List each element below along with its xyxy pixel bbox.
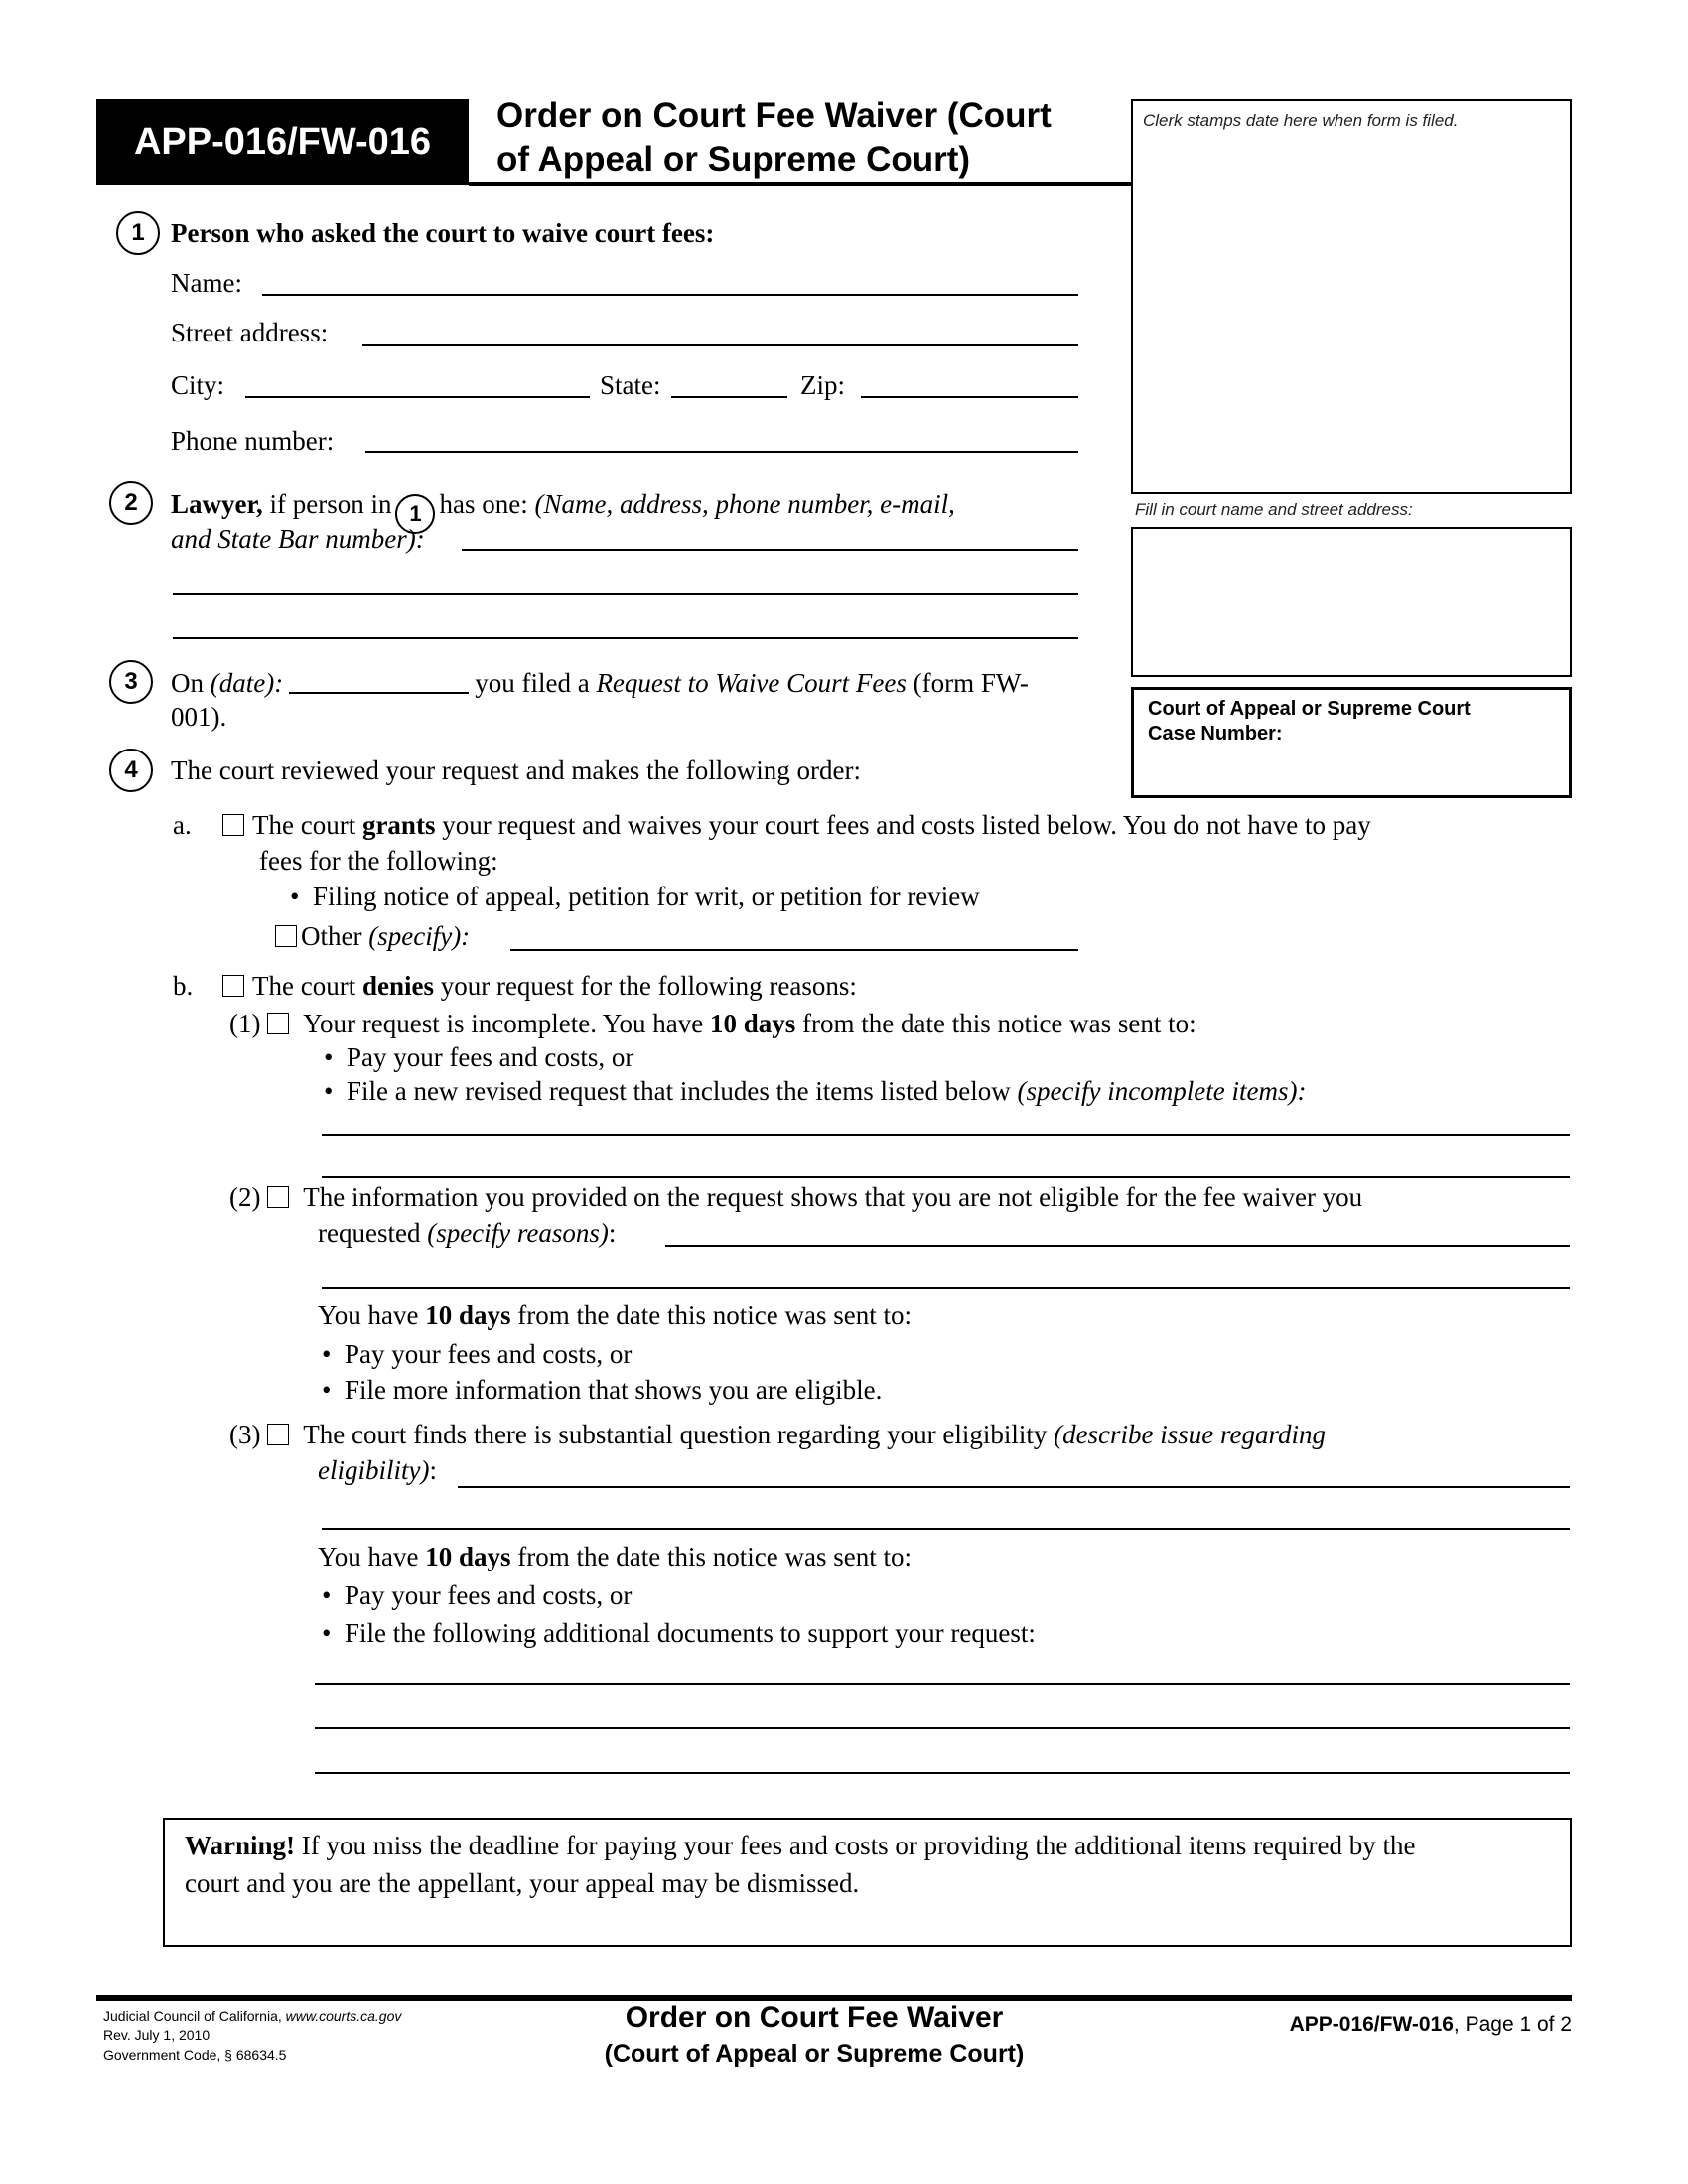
name-label: Name: — [171, 268, 242, 298]
zip-field[interactable] — [861, 396, 1078, 398]
court-name-box[interactable] — [1131, 527, 1572, 677]
case-number-label-2: Case Number: — [1148, 723, 1283, 745]
reason-2-deadline: You have 10 days from the date this notice was sent to: — [318, 1300, 912, 1330]
footer-revision: Rev. July 1, 2010 — [103, 2027, 211, 2043]
reasons-field-line1[interactable] — [665, 1245, 1570, 1247]
state-label: State: — [600, 370, 661, 400]
reason-3-line2: eligibility): — [318, 1455, 437, 1485]
reason-2-bullet-2: • File more information that shows you are eligible. — [322, 1375, 883, 1405]
street-address-field[interactable] — [362, 344, 1078, 346]
case-number-box[interactable] — [1131, 687, 1572, 798]
grant-bullet: • Filing notice of appeal, petition for writ, or petition for review — [290, 882, 980, 911]
incomplete-items-line2[interactable] — [322, 1176, 1570, 1178]
grants-checkbox[interactable] — [222, 814, 244, 836]
lawyer-label-line2: and State Bar number): — [171, 524, 425, 554]
name-field[interactable] — [262, 294, 1078, 296]
item-number-2: 2 — [109, 481, 153, 525]
reason-1-checkbox[interactable] — [267, 1013, 289, 1034]
item-number-3: 3 — [109, 660, 153, 704]
reason-2-line2: requested (specify reasons): — [318, 1218, 617, 1248]
footer-title: Order on Court Fee Waiver — [625, 2001, 1004, 2034]
eligibility-field-line2[interactable] — [322, 1528, 1570, 1530]
order-intro: The court reviewed your request and makes the following order: — [171, 755, 862, 785]
reason-3-deadline: You have 10 days from the date this notice was sent to: — [318, 1542, 912, 1571]
filed-date-text-line2: FW-001). — [171, 668, 1029, 732]
incomplete-items-line1[interactable] — [322, 1134, 1570, 1136]
option-a-grants: The court grants your request and waives your court fees and costs listed below. You do not have to pay — [222, 808, 1371, 842]
reason-2-checkbox[interactable] — [267, 1186, 289, 1208]
city-label: City: — [171, 370, 225, 400]
footer-publisher: Judicial Council of California, www.courts.ca.gov — [103, 2008, 402, 2024]
item-number-1: 1 — [116, 211, 160, 255]
lawyer-field-line2[interactable] — [173, 593, 1078, 595]
clerk-stamp-box[interactable] — [1131, 99, 1572, 494]
city-field[interactable] — [245, 396, 590, 398]
case-number-label-1: Court of Appeal or Supreme Court — [1148, 698, 1471, 720]
lawyer-field-line1[interactable] — [462, 549, 1078, 551]
warning-box — [163, 1818, 1572, 1947]
reason-2-bullet-1: • Pay your fees and costs, or — [322, 1339, 633, 1369]
eligibility-field-line1[interactable] — [458, 1486, 1570, 1488]
option-b-letter: b. — [173, 971, 194, 1001]
reason-3-checkbox[interactable] — [267, 1424, 289, 1445]
footer-page-info: APP-016/FW-016, Page 1 of 2 — [1289, 2013, 1572, 2036]
clerk-stamp-label: Clerk stamps date here when form is filed. — [1143, 111, 1459, 130]
reason-2: (2) The information you provided on the request shows that you are not eligible for the fee waiver you — [229, 1182, 1363, 1212]
denies-checkbox[interactable] — [222, 975, 244, 997]
form-title-line1: Order on Court Fee Waiver (Court — [496, 96, 1052, 135]
reason-1-bullet-1: • Pay your fees and costs, or — [324, 1042, 634, 1072]
item-number-4: 4 — [109, 749, 153, 792]
option-a-letter: a. — [173, 810, 192, 840]
court-name-label: Fill in court name and street address: — [1135, 500, 1413, 519]
item-reference-1: 1 — [395, 494, 435, 534]
footer-subtitle: (Court of Appeal or Supreme Court) — [604, 2040, 1025, 2068]
reason-3-bullet-1: • Pay your fees and costs, or — [322, 1580, 633, 1610]
reason-1-bullet-2: • File a new revised request that includes the items listed below (specify incomplete items): — [324, 1076, 1307, 1106]
warning-text-line2: court and you are the appellant, your appeal may be dismissed. — [185, 1868, 860, 1898]
documents-field-line3[interactable] — [315, 1772, 1570, 1774]
zip-label: Zip: — [800, 370, 845, 400]
other-specify-field[interactable] — [510, 949, 1078, 951]
phone-label: Phone number: — [171, 426, 335, 456]
street-label: Street address: — [171, 318, 329, 347]
lawyer-label: Lawyer, if person in 1 has one: (Name, address, phone number, e-mail, — [171, 487, 955, 534]
filed-date-text: On (date): you filed a Request to Waive Court Fees (form FW-001). — [171, 668, 1029, 732]
state-field[interactable] — [671, 396, 787, 398]
reason-3: (3) The court finds there is substantial question regarding your eligibility (describe issue regarding — [229, 1420, 1327, 1449]
filed-date-field[interactable] — [289, 668, 469, 694]
documents-field-line1[interactable] — [315, 1683, 1570, 1685]
reason-3-bullet-2: • File the following additional documents to support your request: — [322, 1618, 1036, 1648]
title-rule — [469, 182, 1131, 186]
option-a-line2: fees for the following: — [259, 846, 498, 876]
section1-heading: Person who asked the court to waive court fees: — [171, 218, 715, 248]
reason-1: (1) Your request is incomplete. You have 10 days from the date this notice was sent to: — [229, 1009, 1196, 1038]
phone-field[interactable] — [365, 451, 1078, 453]
documents-field-line2[interactable] — [315, 1727, 1570, 1729]
form-title-line2: of Appeal or Supreme Court) — [496, 140, 971, 179]
reasons-field-line2[interactable] — [322, 1287, 1570, 1289]
other-option: Other (specify): — [275, 919, 470, 953]
lawyer-field-line3[interactable] — [173, 637, 1078, 639]
other-checkbox[interactable] — [275, 925, 297, 947]
warning-text: Warning! If you miss the deadline for paying your fees and costs or providing the additional items required by the — [185, 1831, 1416, 1860]
footer-code: Government Code, § 68634.5 — [103, 2047, 287, 2063]
option-b-denies: The court denies your request for the following reasons: — [222, 969, 857, 1003]
form-id-badge: APP-016/FW-016 — [96, 99, 469, 185]
